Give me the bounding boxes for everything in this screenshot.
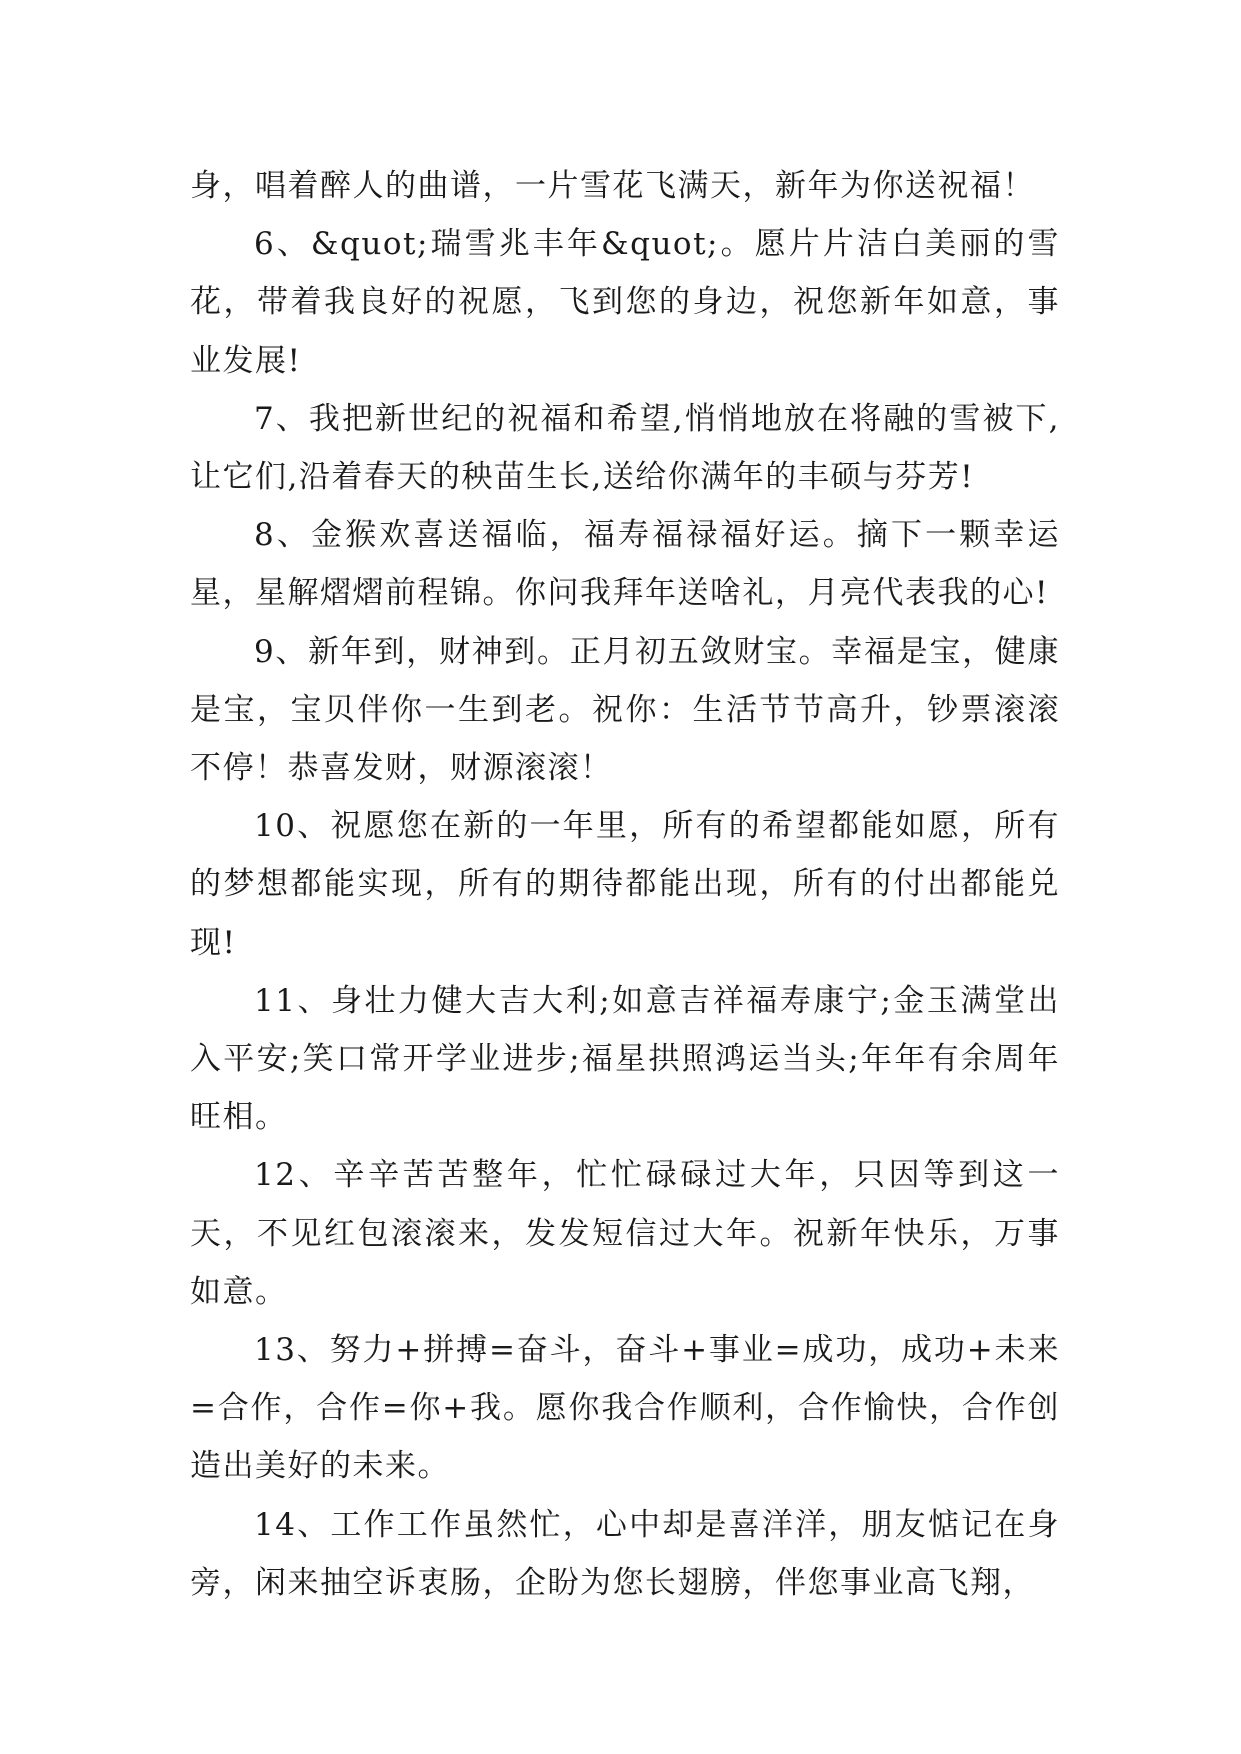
- paragraph-7: 7、我把新世纪的祝福和希望,悄悄地放在将融的雪被下,让它们,沿着春天的秧苗生长,送给你满年的丰硕与芬芳!: [190, 400, 1060, 496]
- paragraph-6: 6、&quot;瑞雪兆丰年&quot;。愿片片洁白美丽的雪花，带着我良好的祝愿，飞到您的身边，祝您新年如意，事业发展!: [190, 226, 1060, 379]
- paragraph-12: 12、辛辛苦苦整年，忙忙碌碌过大年，只因等到这一天，不见红包滚滚来，发发短信过大年。祝新年快乐，万事如意。: [190, 1157, 1060, 1310]
- paragraph-8: 8、金猴欢喜送福临，福寿福禄福好运。摘下一颗幸运星，星解熠熠前程锦。你问我拜年送啥礼，月亮代表我的心!: [190, 517, 1060, 612]
- paragraph-continued: 身，唱着醉人的曲谱，一片雪花飞满天，新年为你送祝福！: [190, 168, 1035, 204]
- document-body: [190, 157, 1060, 1612]
- paragraph-9: 9、新年到，财神到。正月初五敛财宝。幸福是宝，健康是宝，宝贝伴你一生到老。祝你：生活节节高升，钞票滚滚不停！恭喜发财，财源滚滚！: [190, 633, 1060, 787]
- paragraph-14: 14、工作工作虽然忙，心中却是喜洋洋，朋友惦记在身旁，闲来抽空诉衷肠，企盼为您长翅膀，伴您事业高飞翔，: [190, 1506, 1060, 1601]
- paragraph-13: 13、努力+拼搏=奋斗，奋斗+事业=成功，成功+未来=合作，合作=你+我。愿你我合作顺利，合作愉快，合作创造出美好的未来。: [190, 1332, 1060, 1485]
- paragraph-10: 10、祝愿您在新的一年里，所有的希望都能如愿，所有的梦想都能实现，所有的期待都能出现，所有的付出都能兑现!: [190, 808, 1060, 961]
- paragraph-11: 11、身壮力健大吉大利;如意吉祥福寿康宁;金玉满堂出入平安;笑口常开学业进步;福星拱照鸿运当头;年年有余周年旺相。: [190, 982, 1060, 1136]
